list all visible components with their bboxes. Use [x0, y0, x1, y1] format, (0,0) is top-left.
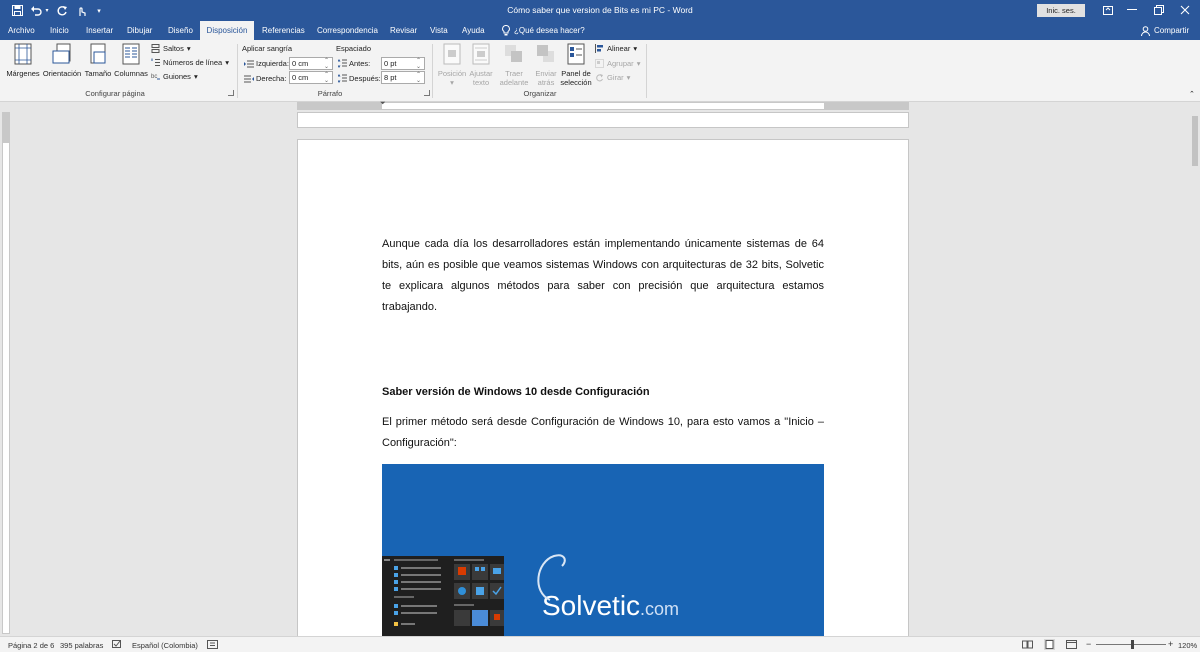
send-backward-label-2: atrás — [537, 78, 555, 87]
word-count[interactable]: 395 palabras — [60, 641, 104, 650]
position-button[interactable] — [437, 43, 467, 87]
indent-marker-icon[interactable]: ⏷ — [380, 100, 386, 107]
line-numbers-button[interactable] — [151, 58, 229, 67]
vertical-ruler-margin — [3, 113, 9, 143]
spacing-before-input[interactable]: 0 pt ⌃⌄ — [381, 57, 425, 70]
indent-title: Aplicar sangría — [242, 44, 293, 53]
language-indicator[interactable]: Español (Colombia) — [132, 641, 198, 650]
line-numbers-dropdown-icon: ▾ — [225, 58, 229, 67]
lightbulb-icon — [502, 25, 510, 36]
indent-right-input[interactable]: 0 cm ⌃⌄ — [289, 71, 333, 84]
group-objects-icon — [595, 59, 604, 68]
window-title: Cómo saber que version de Bits es mi PC - Word — [507, 5, 693, 15]
align-icon — [595, 44, 604, 53]
selection-pane-label-2: selección — [560, 78, 592, 87]
indent-right-label-wrap — [244, 74, 286, 83]
line-numbers-icon — [151, 58, 160, 67]
zoom-level[interactable]: 120% — [1178, 641, 1198, 650]
align-label: Alinear — [607, 44, 631, 53]
margins-icon — [12, 43, 34, 65]
start-menu-preview — [382, 556, 504, 636]
indent-right-icon — [244, 75, 254, 83]
size-button[interactable] — [84, 43, 112, 78]
bring-forward-button[interactable] — [497, 43, 531, 87]
group-objects-button[interactable] — [595, 59, 640, 68]
tab-revisar[interactable]: Revisar — [390, 26, 418, 35]
indent-left-input[interactable]: 0 cm ⌃⌄ — [289, 57, 333, 70]
tab-vista[interactable]: Vista — [430, 26, 448, 35]
spacing-after-input[interactable]: 8 pt ⌃⌄ — [381, 71, 425, 84]
spacing-after-icon — [338, 74, 347, 83]
breaks-dropdown-icon: ▾ — [186, 44, 191, 53]
ribbon-display-options-icon[interactable] — [1100, 3, 1116, 17]
tell-me-label: ¿Qué desea hacer? — [514, 26, 585, 35]
arrange-group-label: Organizar — [523, 89, 557, 98]
margins-label: Márgenes — [6, 69, 40, 78]
restore-icon[interactable] — [1151, 3, 1167, 17]
rotate-dropdown-icon: ▾ — [626, 73, 631, 82]
group-separator — [237, 44, 238, 98]
tab-dibujar[interactable]: Dibujar — [127, 26, 153, 35]
undo-dropdown-icon[interactable]: ▾ — [45, 8, 49, 14]
section-heading[interactable]: Saber versión de Windows 10 desde Configuración — [382, 386, 650, 398]
zoom-in-button[interactable]: + — [1168, 639, 1174, 649]
align-dropdown-icon: ▾ — [633, 44, 638, 53]
group-objects-dropdown-icon: ▾ — [636, 59, 641, 68]
indent-left-icon — [244, 60, 254, 68]
position-label: Posición — [437, 69, 467, 78]
share-button[interactable] — [1141, 21, 1189, 40]
close-icon[interactable] — [1177, 3, 1193, 17]
breaks-button[interactable] — [151, 44, 191, 53]
ruler-right-margin — [824, 103, 908, 109]
hyphenation-button[interactable] — [151, 72, 198, 81]
page-setup-group-label: Configurar página — [85, 89, 145, 98]
hyphenation-dropdown-icon: ▾ — [193, 72, 198, 81]
tab-correspondencia[interactable]: Correspondencia — [317, 26, 378, 35]
bring-forward-label-2: adelante — [499, 78, 529, 87]
group-objects-label: Agrupar — [607, 59, 634, 68]
position-dropdown-icon: ▾ — [450, 78, 454, 87]
tab-diseno[interactable]: Diseño — [168, 26, 193, 35]
rotate-label: Girar — [607, 73, 624, 82]
body-paragraph-1[interactable]: Aunque cada día los desarrolladores están implementando únicamente sistemas de 64 bits, aún es posible que veamos sistemas Windows con arquitecturas de 32 bits, Solvetic te explicara algunos métodos para saber con precisión que arquitectura estamos trabajando. — [382, 238, 824, 313]
page-setup-launcher-icon[interactable] — [228, 90, 234, 96]
orientation-label: Orientación — [42, 69, 82, 78]
sign-in-button[interactable]: Inic. ses. — [1037, 4, 1085, 17]
line-numbers-label: Números de línea — [163, 58, 223, 67]
spacing-title: Espaciado — [336, 44, 372, 53]
spacing-before-label-wrap — [338, 59, 370, 68]
margins-button[interactable] — [6, 43, 40, 78]
wrap-text-button[interactable] — [468, 43, 494, 87]
share-label: Compartir — [1154, 26, 1190, 35]
proofing-icon[interactable] — [112, 640, 122, 651]
orientation-icon — [51, 43, 73, 65]
collapse-ribbon-icon[interactable]: ⌃ — [1189, 91, 1195, 98]
ruler-left-margin — [298, 103, 382, 109]
tab-disposicion[interactable]: Disposición — [200, 21, 254, 40]
horizontal-ruler[interactable] — [297, 102, 909, 110]
vertical-ruler[interactable] — [2, 112, 10, 634]
accessibility-icon[interactable] — [207, 640, 218, 651]
spacing-after-label-wrap — [338, 74, 381, 83]
selection-pane-label-1: Panel de — [561, 69, 591, 78]
hyphenation-icon — [151, 72, 160, 81]
position-icon — [441, 43, 463, 65]
print-layout-icon[interactable] — [1044, 639, 1055, 652]
previous-page — [297, 112, 909, 128]
indent-left-label: Izquierda: — [256, 59, 289, 68]
scrollbar-thumb[interactable] — [1192, 116, 1198, 166]
logo-swirl-icon — [530, 552, 570, 602]
svg-text:bc: bc — [151, 74, 158, 80]
selection-pane-button[interactable] — [560, 43, 592, 87]
rotate-button[interactable] — [595, 73, 630, 82]
send-backward-icon — [535, 43, 557, 65]
page-count[interactable]: Página 2 de 6 — [8, 641, 55, 650]
tab-ayuda[interactable]: Ayuda — [462, 26, 485, 35]
read-mode-icon[interactable] — [1022, 640, 1033, 651]
spacing-before-label: Antes: — [349, 59, 371, 68]
minimize-icon[interactable] — [1124, 3, 1140, 17]
paragraph-group-label: Párrafo — [317, 89, 343, 98]
wrap-text-icon — [470, 43, 492, 65]
columns-button[interactable] — [113, 43, 149, 78]
embedded-screenshot-image[interactable] — [382, 464, 824, 636]
columns-icon — [120, 43, 142, 65]
logo-suffix: .com — [640, 599, 680, 619]
orientation-button[interactable] — [41, 43, 83, 78]
person-icon — [1141, 26, 1150, 36]
vertical-scrollbar[interactable] — [1190, 112, 1200, 636]
tab-referencias[interactable]: Referencias — [262, 26, 305, 35]
columns-label: Columnas — [114, 69, 148, 78]
size-label: Tamaño — [84, 69, 112, 78]
indent-left-label-wrap — [244, 59, 289, 68]
page-size-icon — [87, 43, 109, 65]
status-bar — [0, 636, 1200, 652]
wrap-text-label-1: Ajustar — [469, 69, 493, 78]
customize-toolbar-icon[interactable]: ▾ — [97, 7, 101, 15]
ribbon-tabs — [0, 21, 1200, 40]
ribbon-layout — [0, 40, 1200, 102]
indent-right-label: Derecha: — [256, 74, 287, 83]
group-separator — [432, 44, 433, 98]
send-backward-label-1: Enviar — [535, 69, 557, 78]
breaks-icon — [151, 44, 160, 53]
zoom-out-button[interactable]: − — [1086, 639, 1092, 649]
wrap-text-label-2: texto — [472, 78, 490, 87]
group-separator — [646, 44, 647, 98]
logo-text: Solvetic — [542, 590, 641, 621]
bring-forward-label-1: Traer — [505, 69, 523, 78]
rotate-icon — [595, 73, 604, 82]
paragraph-launcher-icon[interactable] — [424, 90, 430, 96]
align-button[interactable] — [595, 44, 637, 53]
tab-inicio[interactable]: Inicio — [50, 26, 69, 35]
bring-forward-icon — [503, 43, 525, 65]
selection-pane-icon — [565, 43, 587, 65]
breaks-label: Saltos — [163, 44, 184, 53]
body-paragraph-2[interactable]: El primer método será desde Configuración de Windows 10, para esto vamos a "Inicio – Configuración": — [382, 416, 824, 449]
tab-insertar[interactable]: Insertar — [86, 26, 114, 35]
tab-archivo[interactable]: Archivo — [8, 26, 35, 35]
web-layout-icon[interactable] — [1066, 640, 1077, 651]
spacing-before-icon — [338, 59, 347, 68]
zoom-slider-thumb[interactable] — [1131, 640, 1134, 649]
spacing-after-label: Después: — [349, 74, 381, 83]
send-backward-button[interactable] — [532, 43, 560, 87]
hyphenation-label: Guiones — [163, 72, 191, 81]
tell-me-search[interactable] — [502, 21, 585, 40]
title-bar — [0, 0, 1200, 21]
